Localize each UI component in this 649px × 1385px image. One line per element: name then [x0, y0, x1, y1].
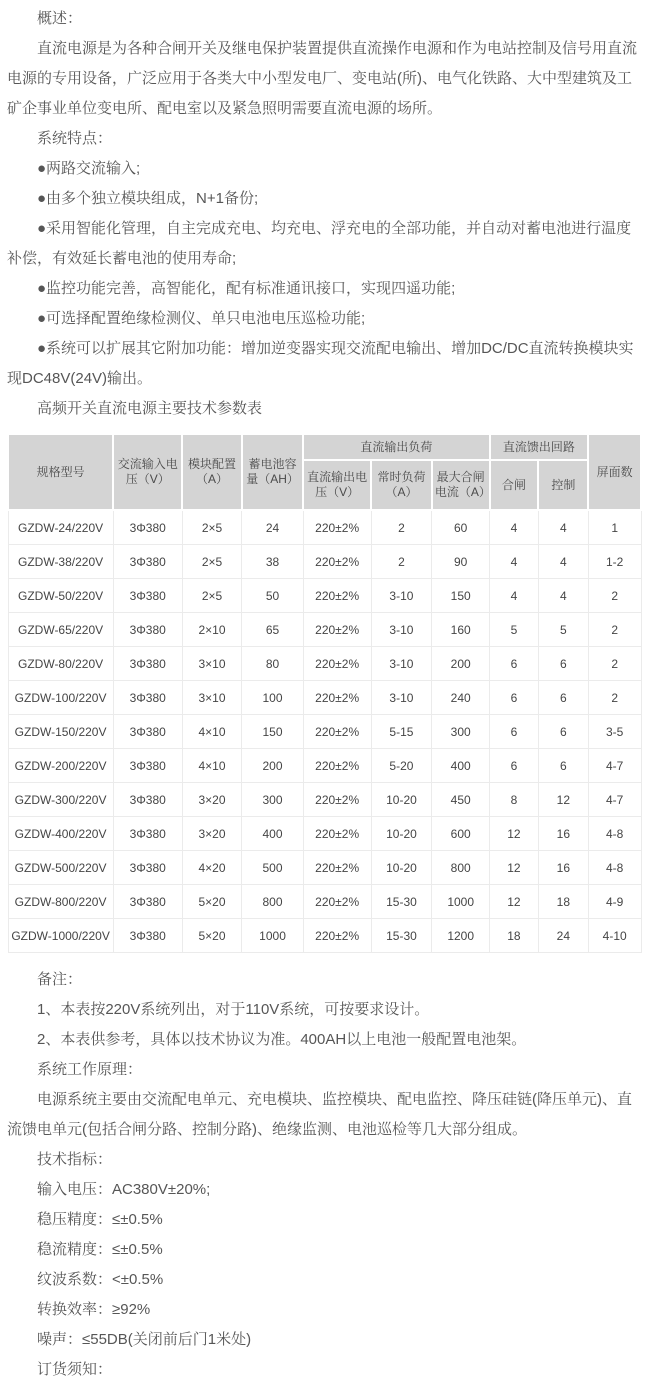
cell-max-closing-current: 240	[432, 681, 490, 715]
cell-control: 6	[538, 647, 588, 681]
table-row	[8, 851, 641, 885]
cell-model: GZDW-400/220V	[8, 817, 113, 851]
cell-model: GZDW-300/220V	[8, 783, 113, 817]
table-row	[8, 919, 641, 953]
cell-max-closing-current: 1000	[432, 885, 490, 919]
table-row	[8, 545, 641, 579]
col-header-module-config: 模块配置（A）	[182, 434, 242, 510]
col-header-battery-capacity: 蓄电池容量（AH）	[242, 434, 303, 510]
cell-control: 6	[538, 749, 588, 783]
cell-normal-load: 10-20	[371, 851, 432, 885]
spec-voltage-regulation: 稳压精度：≤±0.5%	[37, 1211, 163, 1228]
table-header-group-row	[8, 434, 641, 460]
cell-module-config: 2×5	[182, 579, 242, 613]
col-header-ac-input-voltage: 交流输入电压（V）	[113, 434, 182, 510]
cell-control: 4	[538, 510, 588, 545]
cell-normal-load: 2	[371, 545, 432, 579]
cell-dc-output-voltage: 220±2%	[303, 817, 371, 851]
cell-dc-output-voltage: 220±2%	[303, 885, 371, 919]
col-header-max-closing-current: 最大合闸电流（A）	[432, 460, 490, 510]
col-header-dc-output-voltage: 直流输出电压（V）	[303, 460, 371, 510]
feature-item: ●采用智能化管理，自主完成充电、均充电、浮充电的全部功能，并自动对蓄电池进行温度补偿，有效延长蓄电池的使用寿命;	[7, 220, 632, 267]
cell-panel-count: 4-7	[588, 783, 641, 817]
cell-control: 16	[538, 851, 588, 885]
cell-max-closing-current: 150	[432, 579, 490, 613]
cell-ac-input: 3Φ380	[113, 749, 182, 783]
spec-ripple: 纹波系数：<±0.5%	[37, 1271, 164, 1288]
cell-panel-count: 4-10	[588, 919, 641, 953]
cell-closing: 5	[490, 613, 539, 647]
cell-model: GZDW-24/220V	[8, 510, 113, 545]
cell-normal-load: 2	[371, 510, 432, 545]
footer-section	[7, 965, 642, 1385]
cell-dc-output-voltage: 220±2%	[303, 681, 371, 715]
cell-closing: 18	[490, 919, 539, 953]
cell-panel-count: 3-5	[588, 715, 641, 749]
col-header-closing: 合闸	[490, 460, 539, 510]
cell-max-closing-current: 60	[432, 510, 490, 545]
cell-control: 4	[538, 545, 588, 579]
cell-closing: 12	[490, 817, 539, 851]
cell-battery-capacity: 80	[242, 647, 303, 681]
parameters-table	[7, 433, 642, 953]
cell-model: GZDW-150/220V	[8, 715, 113, 749]
cell-normal-load: 3-10	[371, 613, 432, 647]
table-title: 高频开关直流电源主要技术参数表	[37, 400, 263, 417]
cell-model: GZDW-38/220V	[8, 545, 113, 579]
cell-ac-input: 3Φ380	[113, 579, 182, 613]
cell-closing: 6	[490, 749, 539, 783]
cell-panel-count: 2	[588, 681, 641, 715]
table-row	[8, 715, 641, 749]
cell-dc-output-voltage: 220±2%	[303, 919, 371, 953]
cell-panel-count: 2	[588, 647, 641, 681]
cell-panel-count: 4-8	[588, 851, 641, 885]
cell-panel-count: 4-9	[588, 885, 641, 919]
cell-ac-input: 3Φ380	[113, 510, 182, 545]
cell-panel-count: 1-2	[588, 545, 641, 579]
specs-heading: 技术指标：	[37, 1151, 113, 1168]
cell-control: 12	[538, 783, 588, 817]
feature-item: ●监控功能完善，高智能化，配有标准通讯接口，实现四遥功能;	[37, 280, 456, 297]
cell-panel-count: 2	[588, 579, 641, 613]
cell-dc-output-voltage: 220±2%	[303, 783, 371, 817]
cell-normal-load: 3-10	[371, 647, 432, 681]
table-row	[8, 510, 641, 545]
cell-battery-capacity: 150	[242, 715, 303, 749]
cell-ac-input: 3Φ380	[113, 545, 182, 579]
cell-ac-input: 3Φ380	[113, 851, 182, 885]
cell-panel-count: 4-8	[588, 817, 641, 851]
cell-battery-capacity: 38	[242, 545, 303, 579]
cell-normal-load: 10-20	[371, 783, 432, 817]
cell-ac-input: 3Φ380	[113, 919, 182, 953]
cell-normal-load: 5-15	[371, 715, 432, 749]
cell-control: 18	[538, 885, 588, 919]
cell-module-config: 2×5	[182, 545, 242, 579]
group-header-dc-output-load: 直流输出负荷	[303, 434, 489, 460]
spec-current-regulation: 稳流精度：≤±0.5%	[37, 1241, 163, 1258]
col-header-control: 控制	[538, 460, 588, 510]
cell-dc-output-voltage: 220±2%	[303, 715, 371, 749]
cell-closing: 6	[490, 715, 539, 749]
cell-control: 6	[538, 681, 588, 715]
cell-module-config: 2×5	[182, 510, 242, 545]
table-row	[8, 749, 641, 783]
spec-input-voltage: 输入电压：AC380V±20%;	[37, 1181, 211, 1198]
cell-module-config: 3×10	[182, 647, 242, 681]
table-header	[8, 434, 641, 510]
cell-dc-output-voltage: 220±2%	[303, 851, 371, 885]
cell-max-closing-current: 300	[432, 715, 490, 749]
cell-normal-load: 3-10	[371, 579, 432, 613]
cell-model: GZDW-65/220V	[8, 613, 113, 647]
cell-max-closing-current: 160	[432, 613, 490, 647]
cell-ac-input: 3Φ380	[113, 817, 182, 851]
cell-ac-input: 3Φ380	[113, 681, 182, 715]
cell-ac-input: 3Φ380	[113, 613, 182, 647]
cell-max-closing-current: 450	[432, 783, 490, 817]
cell-closing: 4	[490, 510, 539, 545]
col-header-model: 规格型号	[8, 434, 113, 510]
cell-panel-count: 4-7	[588, 749, 641, 783]
cell-max-closing-current: 90	[432, 545, 490, 579]
cell-normal-load: 3-10	[371, 681, 432, 715]
cell-closing: 6	[490, 647, 539, 681]
cell-module-config: 3×10	[182, 681, 242, 715]
table-row	[8, 681, 641, 715]
cell-dc-output-voltage: 220±2%	[303, 579, 371, 613]
table-row	[8, 783, 641, 817]
cell-normal-load: 15-30	[371, 885, 432, 919]
cell-closing: 4	[490, 579, 539, 613]
cell-dc-output-voltage: 220±2%	[303, 545, 371, 579]
cell-battery-capacity: 800	[242, 885, 303, 919]
cell-max-closing-current: 1200	[432, 919, 490, 953]
feature-item: ●可选择配置绝缘检测仪、单只电池电压巡检功能;	[37, 310, 366, 327]
cell-battery-capacity: 400	[242, 817, 303, 851]
feature-item: ●两路交流输入;	[37, 160, 141, 177]
cell-module-config: 5×20	[182, 919, 242, 953]
cell-model: GZDW-500/220V	[8, 851, 113, 885]
cell-control: 4	[538, 579, 588, 613]
cell-closing: 12	[490, 851, 539, 885]
cell-module-config: 2×10	[182, 613, 242, 647]
col-header-panel-count: 屏面数	[588, 434, 641, 510]
cell-ac-input: 3Φ380	[113, 715, 182, 749]
cell-battery-capacity: 1000	[242, 919, 303, 953]
cell-max-closing-current: 800	[432, 851, 490, 885]
cell-closing: 8	[490, 783, 539, 817]
cell-panel-count: 2	[588, 613, 641, 647]
cell-control: 6	[538, 715, 588, 749]
notes-heading: 备注：	[37, 971, 83, 988]
overview-paragraph: 直流电源是为各种合闸开关及继电保护装置提供直流操作电源和作为电站控制及信号用直流电源的专用设备，广泛应用于各类大中小型发电厂、变电站(所)、电气化铁路、大中型建筑及工矿企事业单位变电所、配电室以及紧急照明需要直流电源的场所。	[7, 40, 638, 117]
cell-closing: 4	[490, 545, 539, 579]
cell-ac-input: 3Φ380	[113, 647, 182, 681]
cell-module-config: 3×20	[182, 783, 242, 817]
cell-normal-load: 5-20	[371, 749, 432, 783]
col-header-normal-load: 常时负荷（A）	[371, 460, 432, 510]
cell-ac-input: 3Φ380	[113, 885, 182, 919]
cell-normal-load: 15-30	[371, 919, 432, 953]
cell-control: 5	[538, 613, 588, 647]
cell-closing: 12	[490, 885, 539, 919]
cell-battery-capacity: 500	[242, 851, 303, 885]
cell-module-config: 5×20	[182, 885, 242, 919]
cell-model: GZDW-100/220V	[8, 681, 113, 715]
table-row	[8, 647, 641, 681]
features-heading: 系统特点：	[37, 130, 113, 147]
spec-noise: 噪声：≤55DB(关闭前后门1米处)	[37, 1331, 252, 1348]
group-header-dc-feed-circuit: 直流馈出回路	[490, 434, 589, 460]
cell-battery-capacity: 200	[242, 749, 303, 783]
cell-module-config: 4×20	[182, 851, 242, 885]
cell-dc-output-voltage: 220±2%	[303, 749, 371, 783]
cell-module-config: 4×10	[182, 749, 242, 783]
cell-dc-output-voltage: 220±2%	[303, 510, 371, 545]
feature-item: ●系统可以扩展其它附加功能：增加逆变器实现交流配电输出、增加DC/DC直流转换模块实现DC48V(24V)输出。	[7, 340, 634, 387]
cell-battery-capacity: 24	[242, 510, 303, 545]
note-item-1: 1、本表按220V系统列出，对于110V系统，可按要求设计。	[37, 1001, 430, 1018]
cell-battery-capacity: 65	[242, 613, 303, 647]
cell-max-closing-current: 200	[432, 647, 490, 681]
cell-module-config: 4×10	[182, 715, 242, 749]
overview-heading: 概述：	[37, 10, 83, 27]
cell-panel-count: 1	[588, 510, 641, 545]
spec-efficiency: 转换效率：≥92%	[37, 1301, 151, 1318]
cell-max-closing-current: 400	[432, 749, 490, 783]
feature-item: ●由多个独立模块组成，N+1备份;	[37, 190, 259, 207]
cell-max-closing-current: 600	[432, 817, 490, 851]
cell-battery-capacity: 300	[242, 783, 303, 817]
principle-heading: 系统工作原理：	[37, 1061, 143, 1078]
cell-battery-capacity: 50	[242, 579, 303, 613]
table-row	[8, 579, 641, 613]
cell-closing: 6	[490, 681, 539, 715]
cell-model: GZDW-200/220V	[8, 749, 113, 783]
cell-model: GZDW-800/220V	[8, 885, 113, 919]
cell-model: GZDW-80/220V	[8, 647, 113, 681]
cell-normal-load: 10-20	[371, 817, 432, 851]
cell-ac-input: 3Φ380	[113, 783, 182, 817]
table-row	[8, 885, 641, 919]
note-item-2: 2、本表供参考，具体以技术协议为准。400AH以上电池一般配置电池架。	[37, 1031, 527, 1048]
table-row	[8, 613, 641, 647]
cell-battery-capacity: 100	[242, 681, 303, 715]
principle-paragraph: 电源系统主要由交流配电单元、充电模块、监控模块、配电监控、降压硅链(降压单元)、直流馈电单元(包括合闸分路、控制分路)、绝缘监测、电池巡检等几大部分组成。	[7, 1091, 632, 1138]
ordering-heading: 订货须知：	[37, 1361, 113, 1378]
cell-model: GZDW-1000/220V	[8, 919, 113, 953]
cell-model: GZDW-50/220V	[8, 579, 113, 613]
table-body	[8, 510, 641, 953]
cell-control: 24	[538, 919, 588, 953]
cell-control: 16	[538, 817, 588, 851]
cell-dc-output-voltage: 220±2%	[303, 647, 371, 681]
cell-dc-output-voltage: 220±2%	[303, 613, 371, 647]
table-row	[8, 817, 641, 851]
cell-module-config: 3×20	[182, 817, 242, 851]
